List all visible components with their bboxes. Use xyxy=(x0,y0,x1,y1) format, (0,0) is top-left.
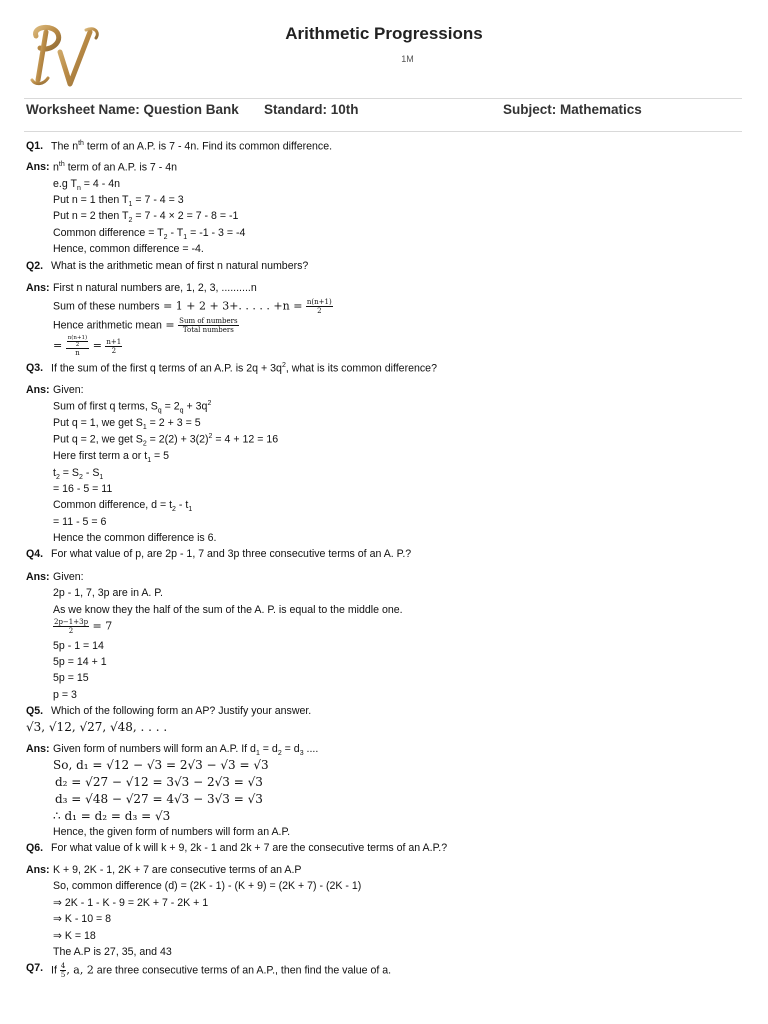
answer-label: Ans: xyxy=(26,864,50,876)
question-text: If the sum of the first q terms of an A.P. is $2q + 3q^2$, what is its common difference? xyxy=(51,362,437,375)
answer-line: 5p = 14 + 1 xyxy=(53,656,107,668)
math-line: d₃ = √48 − √27 = 4√3 − 3√3 = √3 xyxy=(55,792,263,806)
answer-line: ⇒ 2K - 1 - K - 9 = 2K + 7 - 2K + 1 xyxy=(53,897,209,909)
answer-line: Put q = 1, we get $S_1 = 2 + 3 = 5$ xyxy=(53,417,201,432)
answer-line: K + 9, 2K - 1, 2K + 7 are consecutive terms of an A.P xyxy=(53,864,302,876)
answer-line: Given: xyxy=(53,384,84,396)
standard-label: Standard: 10th xyxy=(264,102,359,117)
question-number: Q3. xyxy=(26,362,44,374)
answer-label: Ans: xyxy=(26,743,50,755)
answer-line: The A.P is 27, 35, and 43 xyxy=(53,946,172,958)
question-number: Q2. xyxy=(26,260,44,272)
divider-top xyxy=(24,98,742,99)
subject-label: Subject: Mathematics xyxy=(503,102,642,117)
answer-label: Ans: xyxy=(26,161,50,173)
page-title: Arithmetic Progressions xyxy=(285,24,483,43)
question-text: Which of the following form an AP? Justify your answer. xyxy=(51,705,312,717)
question-number: Q1. xyxy=(26,140,44,152)
answer-line: p = 3 xyxy=(53,689,77,701)
answer-line: As we know they the half of the sum of the A. P. is equal to the middle one. xyxy=(53,604,403,616)
worksheet-name: Worksheet Name: Question Bank xyxy=(26,102,239,117)
answer-label: Ans: xyxy=(26,384,50,396)
answer-line: Hence, the given form of numbers will form an A.P. xyxy=(53,826,291,838)
answer-line: $t_2 = S_2 - S_1$ xyxy=(53,467,104,482)
answer-line: = $\frac{\frac{n(n+1)}{2}}{n}$ = $\frac{n+1}{2}$ xyxy=(53,335,122,357)
question-number: Q6. xyxy=(26,842,44,854)
answer-line: Given form of numbers will form an A.P. If $d_1 = d_2 = d_3$ .... xyxy=(53,743,319,758)
answer-line: Common difference, $d = t_2 - t_1$ xyxy=(53,499,193,514)
answer-line: Here first term a or $t_1 = 5$ xyxy=(53,450,170,465)
marks-label: 1M xyxy=(401,54,414,64)
question-text: For what value of k will k + 9, 2k - 1 and 2k + 7 are the consecutive terms of an A.P.? xyxy=(51,842,448,854)
answer-line: 5p = 15 xyxy=(53,672,89,684)
math-line: So, d₁ = √12 − √3 = 2√3 − √3 = √3 xyxy=(53,758,269,772)
answer-line: = 16 - 5 = 11 xyxy=(53,483,113,495)
question-text: If $\frac{4}{5}$ , a, 2 are three consecutive terms of an A.P., then find the value of a. xyxy=(51,962,392,979)
divider-bottom xyxy=(24,131,742,132)
answer-line: 5p - 1 = 14 xyxy=(53,640,104,652)
question-text: The $n^{th}$ term of an A.P. is 7 - 4n. Find its common difference. xyxy=(51,140,333,153)
math-line: ∴ d₁ = d₂ = d₃ = √3 xyxy=(53,809,171,823)
answer-line: Sum of first q terms, $S_q = 2_q + 3q^2$ xyxy=(53,400,212,415)
answer-line: ⇒ K = 18 xyxy=(53,930,96,942)
answer-line: Put n = 2 then $T_2 = 7 - 4 \times 2 = 7 - 8 = -1$ xyxy=(53,210,239,225)
answer-line: So, common difference (d) = (2K - 1) - (K + 9) = (2K + 7) - (2K - 1) xyxy=(53,880,362,892)
question-number: Q5. xyxy=(26,705,44,717)
answer-line: Sum of these numbers = 1 + 2 + 3+. . . . . +n = $\frac{n(n+1)}{2}$ xyxy=(53,298,332,315)
answer-line: Put q = 2, we get $S_2 = 2(2) + 3(2)^2 = 4 + 12 = 16$ xyxy=(53,433,279,448)
answer-line: Put n = 1 then $T_1 = 7 - 4 = 3$ xyxy=(53,194,184,209)
answer-line: $n^{th}$ term of an A.P. is 7 - 4n xyxy=(53,161,178,174)
question-number: Q7. xyxy=(26,962,44,974)
question-number: Q4. xyxy=(26,548,44,560)
answer-line: 2p - 1, 7, 3p are in A. P. xyxy=(53,587,163,599)
answer-line: Hence the common difference is 6. xyxy=(53,532,217,544)
question-text: What is the arithmetic mean of first n natural numbers? xyxy=(51,260,309,272)
answer-line: Common difference = $T_2 - T_1 = -1 - 3 = -4$ xyxy=(53,227,246,242)
answer-line: e.g $T_n = 4 - 4n$ xyxy=(53,178,121,193)
answer-line: First n natural numbers are, 1, 2, 3, ..........n xyxy=(53,282,257,294)
answer-line: Given: xyxy=(53,571,84,583)
question-text: For what value of p, are 2p - 1, 7 and 3p three consecutive terms of an A. P.? xyxy=(51,548,412,560)
answer-line: $\frac{2p-1+3p}{2}$ = 7 xyxy=(54,618,113,635)
answer-line: Hence, common difference = -4. xyxy=(53,243,204,255)
answer-line: Hence arithmetic mean = $\frac{\text{Sum of numbers}}{\text{Total numbers}}$ xyxy=(53,317,238,334)
math-line: d₂ = √27 − √12 = 3√3 − 2√3 = √3 xyxy=(55,775,263,789)
series-expression: √3, √12, √27, √48, . . . . xyxy=(26,720,168,734)
answer-line: ⇒ K - 10 = 8 xyxy=(53,913,112,925)
answer-label: Ans: xyxy=(26,282,50,294)
answer-line: = 11 - 5 = 6 xyxy=(53,516,107,528)
answer-label: Ans: xyxy=(26,571,50,583)
